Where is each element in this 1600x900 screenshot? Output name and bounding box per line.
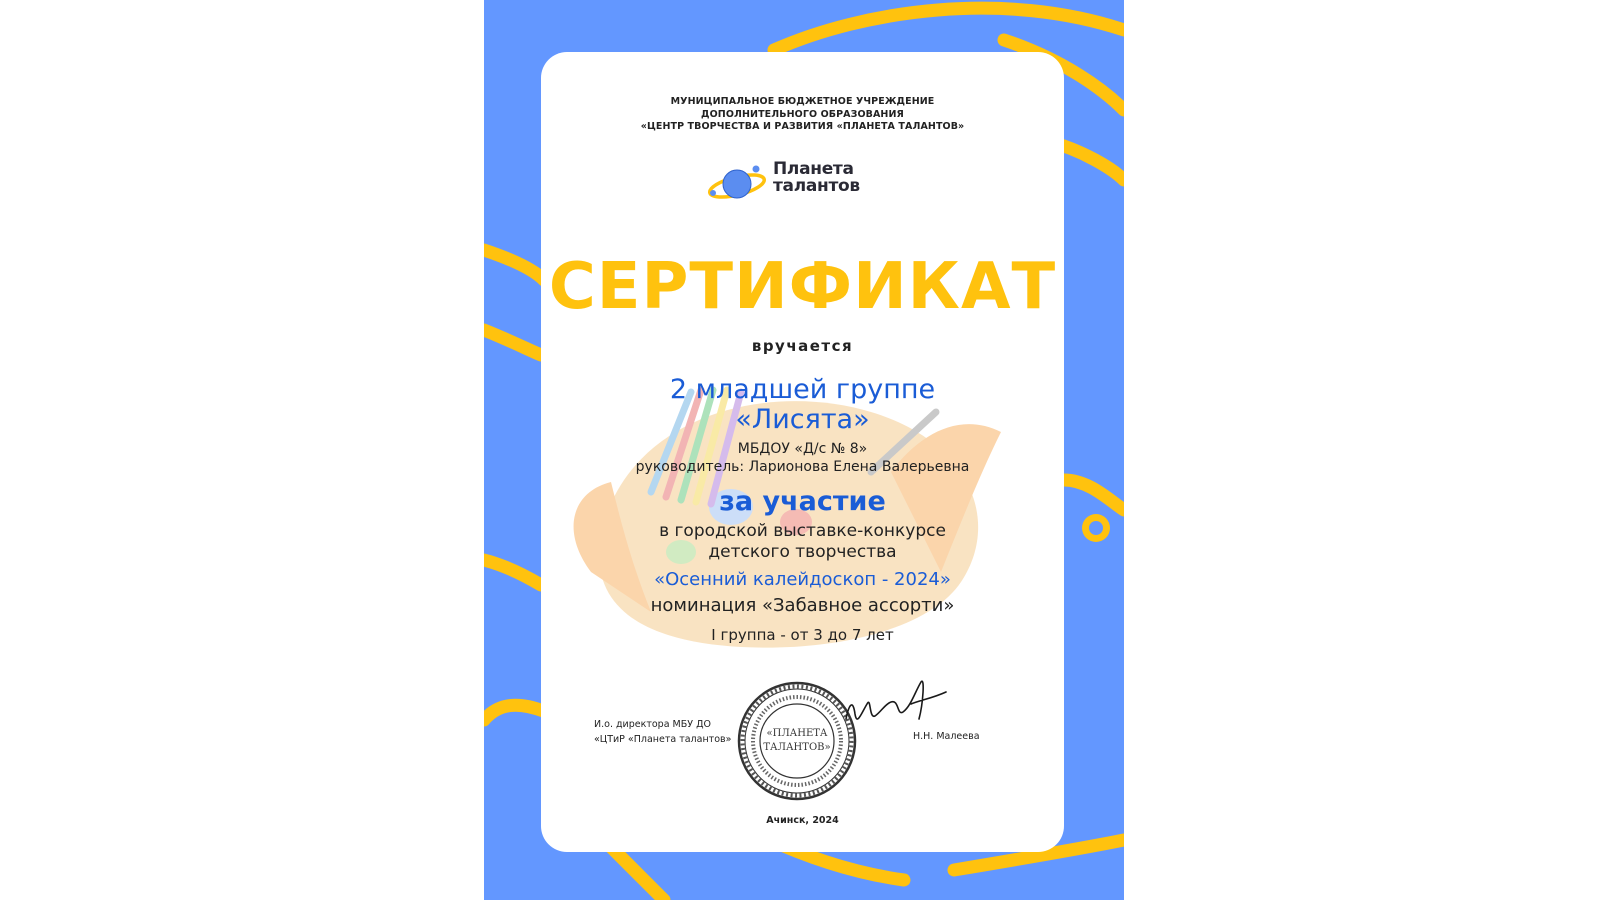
city-year: Ачинск, 2024	[766, 815, 839, 826]
director-line-2: «ЦТиР «Планета талантов»	[594, 734, 732, 745]
age-group-text: I группа - от 3 до 7 лет	[711, 626, 894, 644]
awarded-text: вручается	[751, 337, 854, 355]
stamp-text-line-1: «ПЛАНЕТА	[766, 728, 828, 739]
contest-name: «Осенний калейдоскоп - 2024»	[654, 569, 951, 590]
director-line-1: И.о. директора МБУ ДО	[594, 719, 711, 730]
signer-name: Н.Н. Малеева	[913, 731, 980, 742]
logo-text	[773, 161, 860, 195]
organization-header	[541, 96, 1064, 134]
certificate-frame	[484, 0, 1124, 900]
stamp-text-line-2: ТАЛАНТОВ»	[763, 742, 831, 753]
recipient-group: 2 младшей группе	[669, 374, 936, 405]
organization-line-2: ДОПОЛНИТЕЛЬНОГО ОБРАЗОВАНИЯ	[701, 108, 904, 120]
recipient-group-name: «Лисята»	[735, 404, 870, 435]
certificate-title: СЕРТИФИКАТ	[548, 250, 1057, 324]
planet-logo	[707, 160, 907, 208]
participation-text: за участие	[719, 486, 886, 517]
organization-line-3: «ЦЕНТР ТВОРЧЕСТВА И РАЗВИТИЯ «ПЛАНЕТА ТАЛАНТОВ»	[640, 121, 965, 132]
organization-line-1: МУНИЦИПАЛЬНОЕ БЮДЖЕТНОЕ УЧРЕЖДЕНИЕ	[670, 96, 935, 107]
handwritten-signature	[841, 674, 951, 734]
planet-logo-icon	[707, 160, 769, 208]
event-line-1: в городской выставке-конкурсе	[659, 521, 946, 541]
institution-name: МБДОУ «Д/с № 8»	[737, 441, 868, 457]
logo-text-line-2: талантов	[773, 176, 860, 196]
event-line-2: детского творчества	[708, 542, 897, 562]
logo-text-line-1: Планета	[773, 159, 854, 179]
official-stamp	[736, 680, 858, 802]
certificate-card	[541, 52, 1064, 852]
director-title	[594, 717, 731, 747]
nomination-text: номинация «Забавное ассорти»	[650, 595, 955, 616]
leader-name: руководитель: Ларионова Елена Валерьевна	[635, 459, 970, 475]
